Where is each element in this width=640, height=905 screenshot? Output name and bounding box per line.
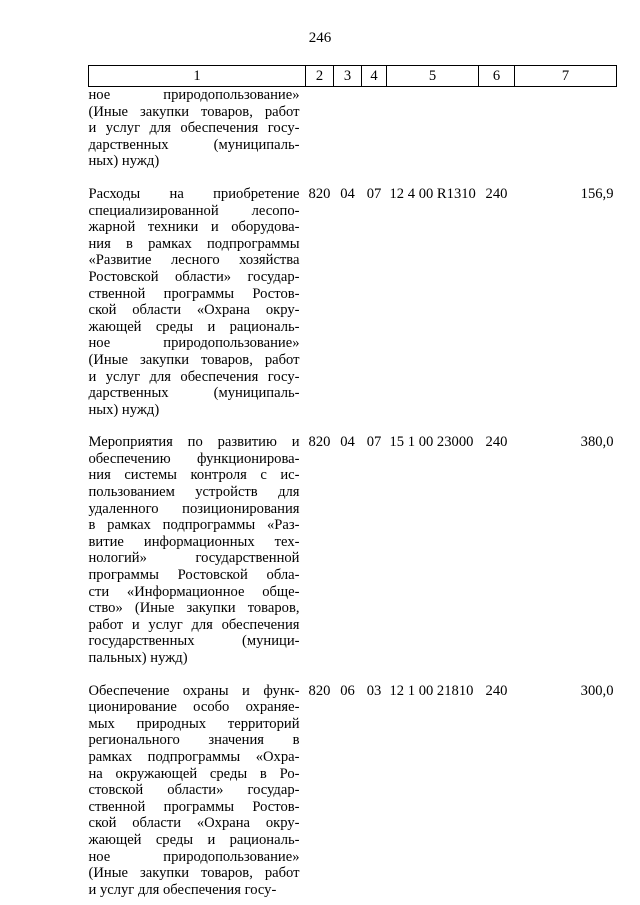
col-header-6: 6: [479, 66, 515, 87]
row-spacer-cell: [89, 667, 617, 683]
description-line: нологий» государственной: [88, 550, 300, 567]
table-row: [89, 87, 617, 170]
target-article-code: 12 1 00 21810: [389, 682, 474, 699]
description-line: Ростовской области» государ-: [88, 268, 300, 285]
row-spacer-cell: [89, 418, 617, 434]
description-line: жарной техники и оборудова-: [88, 219, 300, 236]
description-line: пальных) нужд): [88, 650, 188, 666]
amount-value: 300,0: [580, 682, 614, 699]
row-spacer: [89, 170, 617, 186]
section-code: [334, 87, 362, 170]
description-line: жающей среды и рациональ-: [88, 318, 300, 335]
subsection-code: 07: [366, 434, 382, 451]
description-line: в рамках подпрограммы «Раз-: [88, 517, 300, 534]
expense-type-code: 240: [485, 434, 508, 451]
description-line: ционирование особо охраняе-: [88, 699, 300, 716]
header-row: [89, 66, 617, 87]
ministry-code: 820: [308, 682, 331, 699]
col-header-7: 7: [515, 66, 617, 87]
description-line: рамках подпрограммы «Охра-: [88, 748, 300, 765]
target-article-code: 12 4 00 R1310: [389, 185, 476, 202]
col-header-5: 5: [387, 66, 479, 87]
row-description: [89, 186, 306, 418]
col-header-4: 4: [362, 66, 387, 87]
description-line: на окружающей среды в Ро-: [88, 765, 300, 782]
table-row: [89, 434, 617, 666]
description-line: специализированной лесопо-: [88, 202, 300, 219]
amount-value: 156,9: [580, 185, 614, 202]
description-line: и услуг для обеспечения госу-: [88, 120, 300, 137]
description-line: сти «Информационное обще-: [88, 583, 300, 600]
page-number: 246: [308, 30, 332, 46]
description-line: регионального значения в: [88, 732, 300, 749]
description-line: ных) нужд): [88, 153, 160, 170]
target-article-code: [387, 87, 479, 170]
ministry-code: 820: [308, 434, 331, 451]
description-line: ных) нужд): [88, 401, 160, 418]
target-article-code: 15 1 00 23000: [389, 434, 474, 451]
description-line: ния системы контроля с ис-: [88, 467, 300, 484]
description-line: (Иные закупки товаров, работ: [88, 103, 300, 120]
description-line: ственной программы Ростов-: [88, 285, 300, 302]
description-line: Мероприятия по развитию и: [88, 434, 300, 451]
row-spacer: [89, 418, 617, 434]
description-line: дарственных (муниципаль-: [88, 385, 300, 402]
ministry-code: [306, 87, 334, 170]
row-description: [89, 87, 306, 170]
description-line: жающей среды и рациональ-: [88, 831, 300, 848]
description-line: ской области «Охрана окру-: [88, 302, 300, 319]
col-header-1: 1: [89, 66, 306, 87]
description-line: «Развитие лесного хозяйства: [88, 252, 300, 269]
description-line: работ и услуг для обеспечения: [88, 616, 300, 633]
description-line: ное природопользование»: [88, 87, 300, 103]
amount-value: [515, 87, 617, 170]
description-line: дарственных (муниципаль-: [88, 136, 300, 153]
table-row: [89, 186, 617, 418]
col-header-2: 2: [306, 66, 334, 87]
description-line: ния в рамках подпрограммы: [88, 235, 300, 252]
description-line: Обеспечение охраны и функ-: [88, 682, 300, 699]
col-header-3: 3: [334, 66, 362, 87]
expense-type-code: [479, 87, 515, 170]
description-line: ской области «Охрана окру-: [88, 815, 300, 832]
section-code: 06: [340, 682, 355, 699]
ministry-code: 820: [308, 185, 331, 202]
section-code: 04: [340, 185, 355, 202]
expense-type-code: 240: [485, 185, 508, 202]
row-description: [89, 434, 306, 666]
subsection-code: 03: [366, 682, 382, 699]
subsection-code: 07: [366, 185, 382, 202]
description-line: ство» (Иные закупки товаров,: [88, 600, 300, 617]
description-line: стовской области» государ-: [88, 782, 300, 799]
description-line: пользованием устройств для: [88, 484, 300, 501]
description-line: витие информационных тех-: [88, 533, 300, 550]
description-line: и услуг для обеспечения госу-: [88, 881, 277, 898]
table-row: [89, 683, 617, 899]
row-spacer: [89, 667, 617, 683]
description-line: и услуг для обеспечения госу-: [88, 368, 300, 385]
description-line: Расходы на приобретение: [88, 185, 300, 202]
description-line: ственной программы Ростов-: [88, 798, 300, 815]
section-code: 04: [340, 434, 355, 451]
description-line: программы Ростовской обла-: [88, 567, 300, 584]
description-line: государственных (муници-: [88, 633, 300, 650]
description-line: (Иные закупки товаров, работ: [88, 351, 300, 368]
description-line: удаленного позиционирования: [88, 500, 300, 517]
description-line: обеспечению функционирова-: [88, 450, 300, 467]
subsection-code: [362, 87, 387, 170]
description-line: мых природных территорий: [88, 715, 300, 732]
row-spacer-cell: [89, 170, 617, 186]
description-line: ное природопользование»: [88, 848, 300, 865]
row-description: [89, 683, 306, 899]
description-line: (Иные закупки товаров, работ: [88, 865, 300, 882]
budget-table: [88, 65, 617, 898]
description-line: ное природопользование»: [88, 335, 300, 352]
table-body: [89, 87, 617, 899]
expense-type-code: 240: [485, 682, 508, 699]
amount-value: 380,0: [580, 434, 614, 451]
